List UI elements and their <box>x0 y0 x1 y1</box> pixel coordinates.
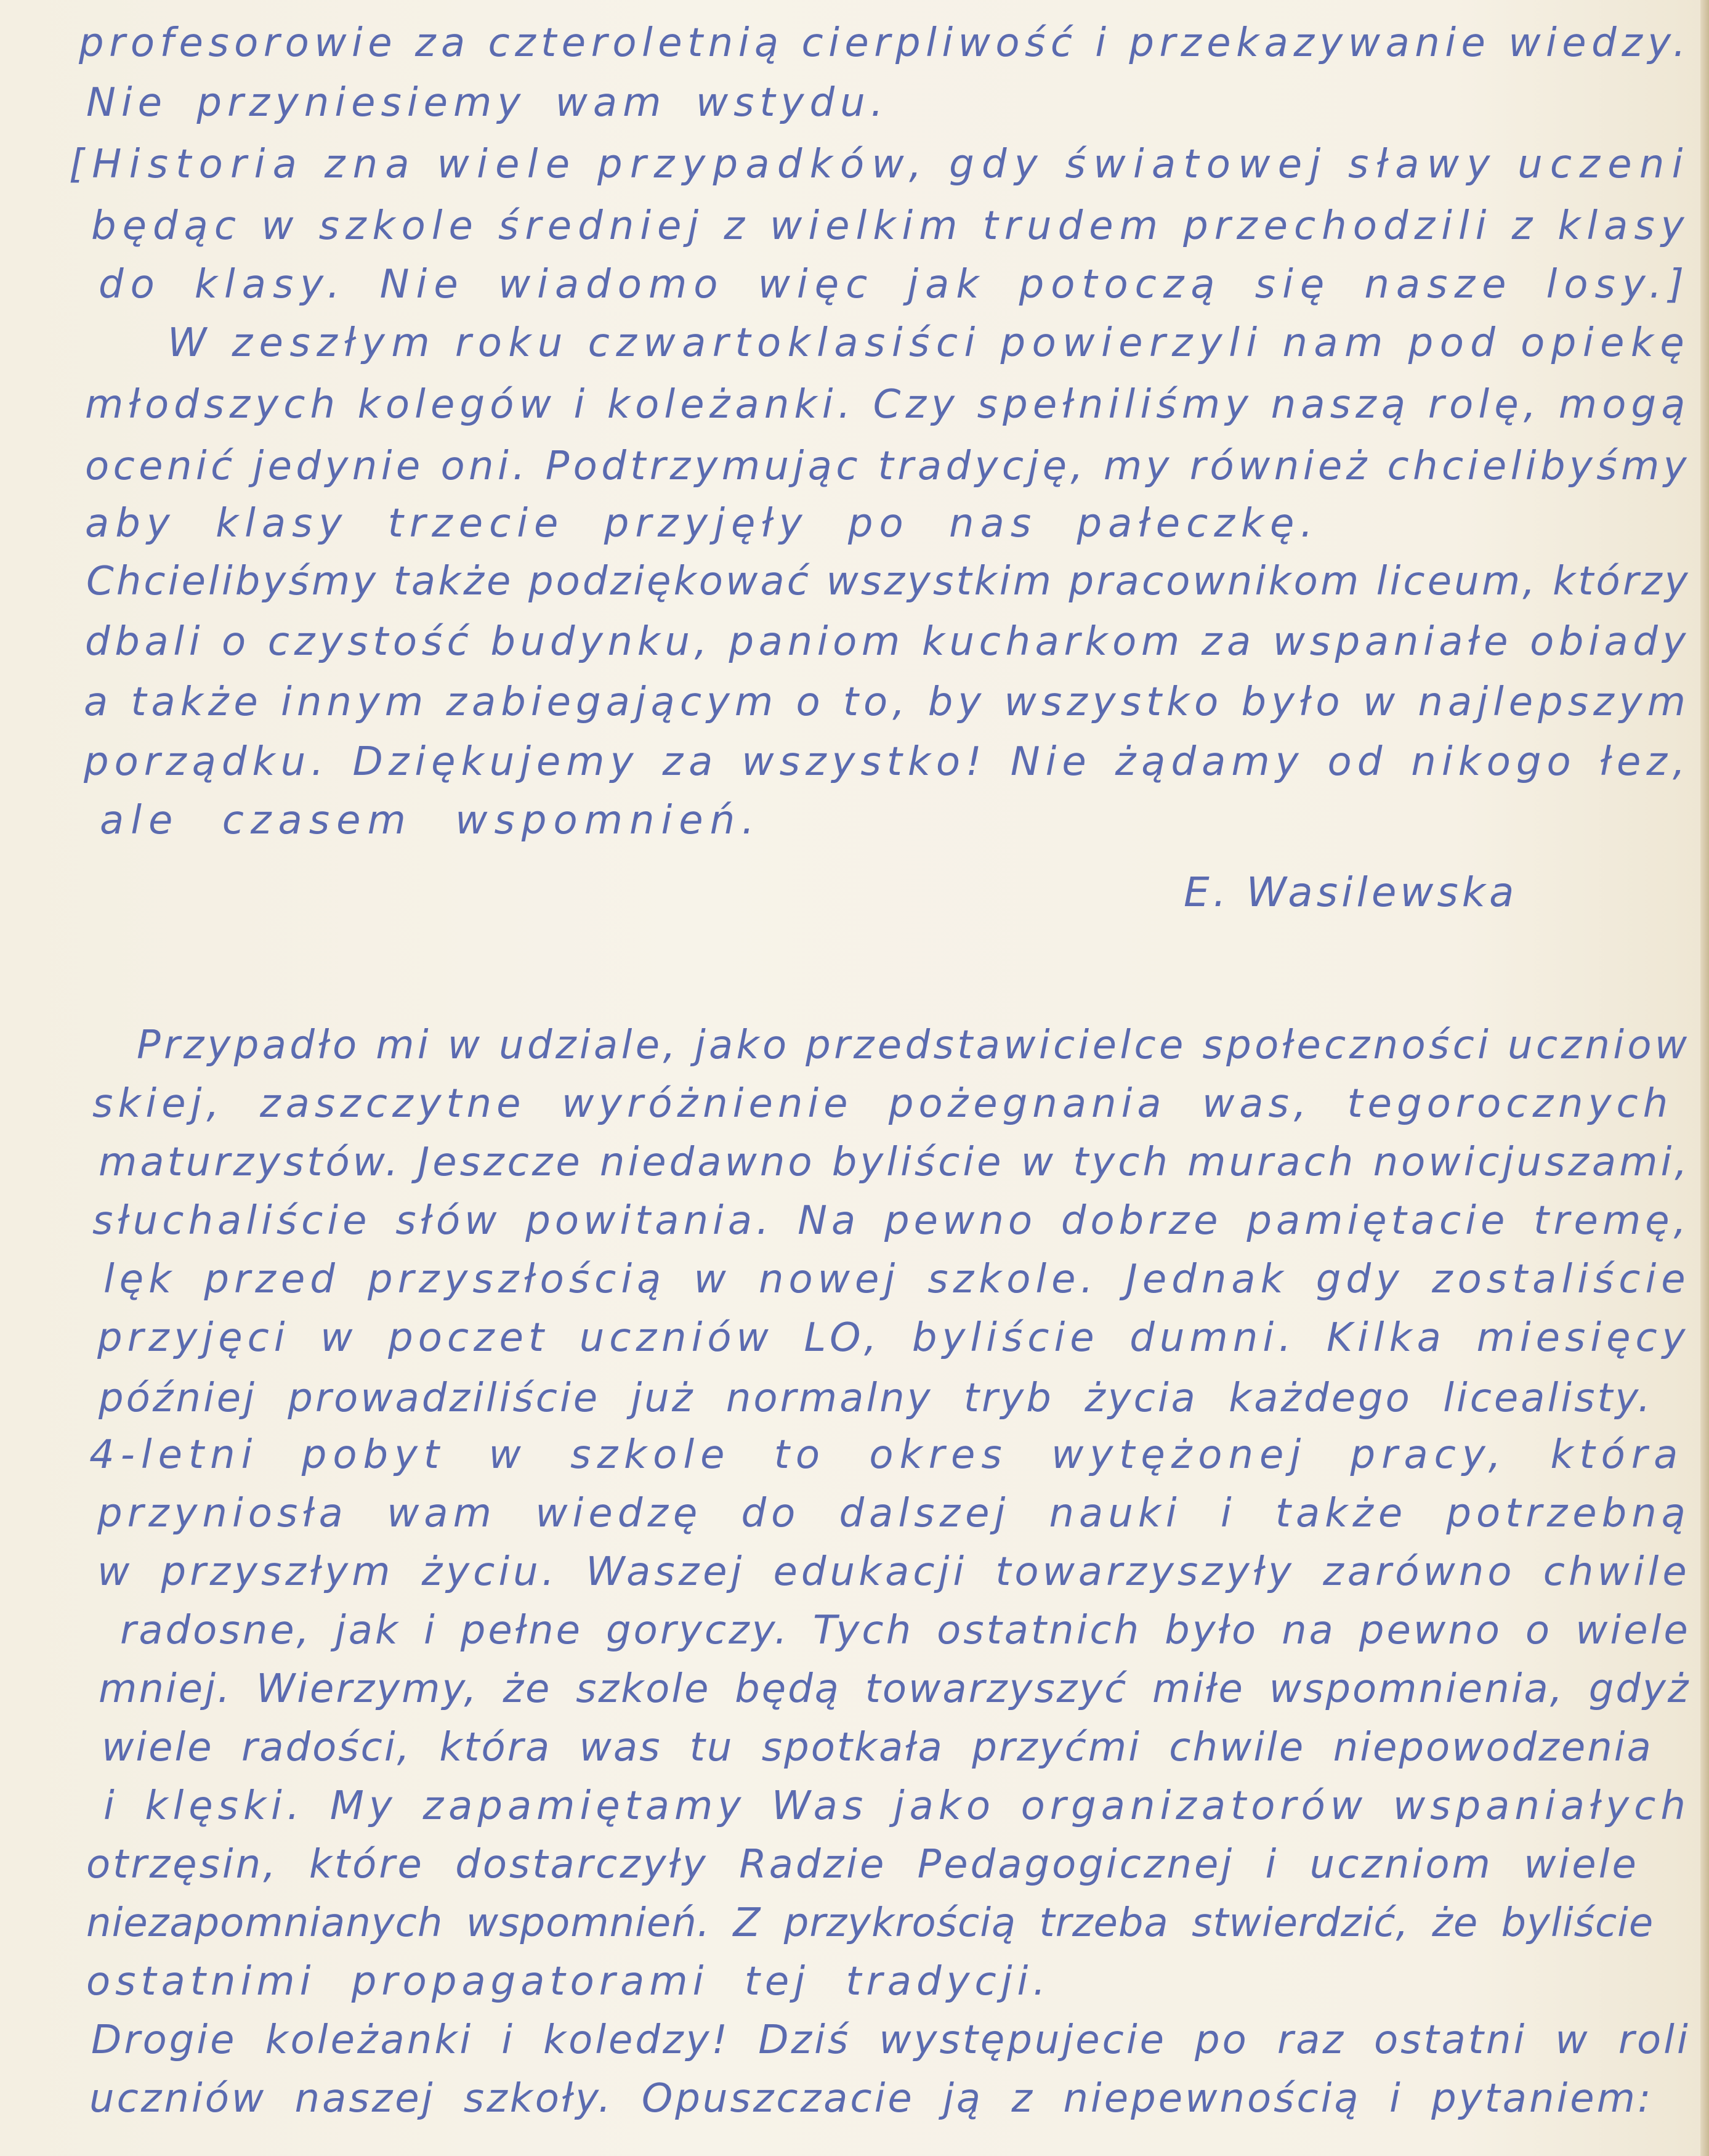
text-line: mniej. Wierzymy, że szkole będą towarzyszyć miłe wspomnienia, gdyż <box>99 1666 1691 1712</box>
signature: E. Wasilewska <box>1184 869 1518 916</box>
text-line: porządku. Dziękujemy za wszystko! Nie żądamy od nikogo łez, <box>84 739 1691 785</box>
text-line: wiele radości, która was tu spotkała przyćmi chwile niepowodzenia <box>102 1725 1653 1770</box>
text-line: słuchaliście słów powitania. Na pewno dobrze pamiętacie tremę, <box>92 1198 1691 1244</box>
text-line: dbali o czystość budynku, paniom kucharkom za wspaniałe obiady <box>85 619 1691 665</box>
text-line: Przypadło mi w udziale, jako przedstawicielce społeczności uczniow <box>137 1023 1691 1068</box>
text-line: W zeszłym roku czwartoklasiści powierzyli nam pod opiekę <box>168 320 1691 366</box>
text-line: ostatnimi propagatorami tej tradycji. <box>86 1959 1051 2004</box>
text-line: 4-letni pobyt w szkole to okres wytężonej pracy, która <box>89 1432 1684 1478</box>
text-line: Chcielibyśmy także podziękować wszystkim pracownikom liceum, którzy <box>86 559 1691 604</box>
text-line: a także innym zabiegającym o to, by wszystko było w najlepszym <box>84 679 1691 725</box>
text-line: aby klasy trzecie przyjęły po nas pałeczkę. <box>85 501 1319 546</box>
text-line: niezapomnianych wspomnień. Z przykrością trzeba stwierdzić, że byliście <box>86 1900 1654 1946</box>
text-line: później prowadziliście już normalny tryb życia każdego licealisty. <box>99 1376 1653 1421</box>
text-line: Nie przyniesiemy wam wstydu. <box>86 80 889 126</box>
text-line: profesorowie za czteroletnią cierpliwość i przekazywanie wiedzy. <box>79 20 1691 66</box>
text-line: i klęski. My zapamiętamy Was jako organizatorów wspaniałych <box>103 1783 1691 1829</box>
text-line: do klasy. Nie wiadomo więc jak potoczą się nasze losy.] <box>99 262 1691 307</box>
text-line: skiej, zaszczytne wyróżnienie pożegnania was, tegorocznych <box>92 1081 1673 1127</box>
page-edge <box>1700 0 1709 2156</box>
text-line: radosne, jak i pełne goryczy. Tych ostatnich było na pewno o wiele <box>120 1608 1691 1653</box>
text-line: przyjęci w poczet uczniów LO, byliście dumni. Kilka miesięcy <box>97 1315 1691 1361</box>
text-line: ocenić jedynie oni. Podtrzymując tradycję, my również chcielibyśmy <box>85 444 1691 489</box>
text-line: będąc w szkole średniej z wielkim trudem przechodzili z klasy <box>91 203 1691 249</box>
text-line: w przyszłym życiu. Waszej edukacji towarzyszyły zarówno chwile <box>97 1549 1691 1595</box>
text-line: przyniosła wam wiedzę do dalszej nauki i także potrzebną <box>97 1491 1691 1536</box>
text-line: młodszych kolegów i koleżanki. Czy spełniliśmy naszą rolę, mogą <box>85 382 1691 428</box>
text-line: lęk przed przyszłością w nowej szkole. Jednak gdy zostaliście <box>103 1257 1691 1302</box>
text-line: Drogie koleżanki i koledzy! Dziś występujecie po raz ostatni w roli <box>91 2017 1691 2063</box>
text-line: otrzęsin, które dostarczyły Radzie Pedagogicznej i uczniom wiele <box>86 1842 1639 1887</box>
text-line: maturzystów. Jeszcze niedawno byliście w tych murach nowicjuszami, <box>99 1140 1691 1185</box>
text-line: [Historia zna wiele przypadków, gdy światowej sławy uczeni <box>69 142 1691 187</box>
text-line: uczniów naszej szkoły. Opuszczacie ją z niepewnością i pytaniem: <box>89 2076 1654 2122</box>
text-line: ale czasem wspomnień. <box>100 798 761 843</box>
